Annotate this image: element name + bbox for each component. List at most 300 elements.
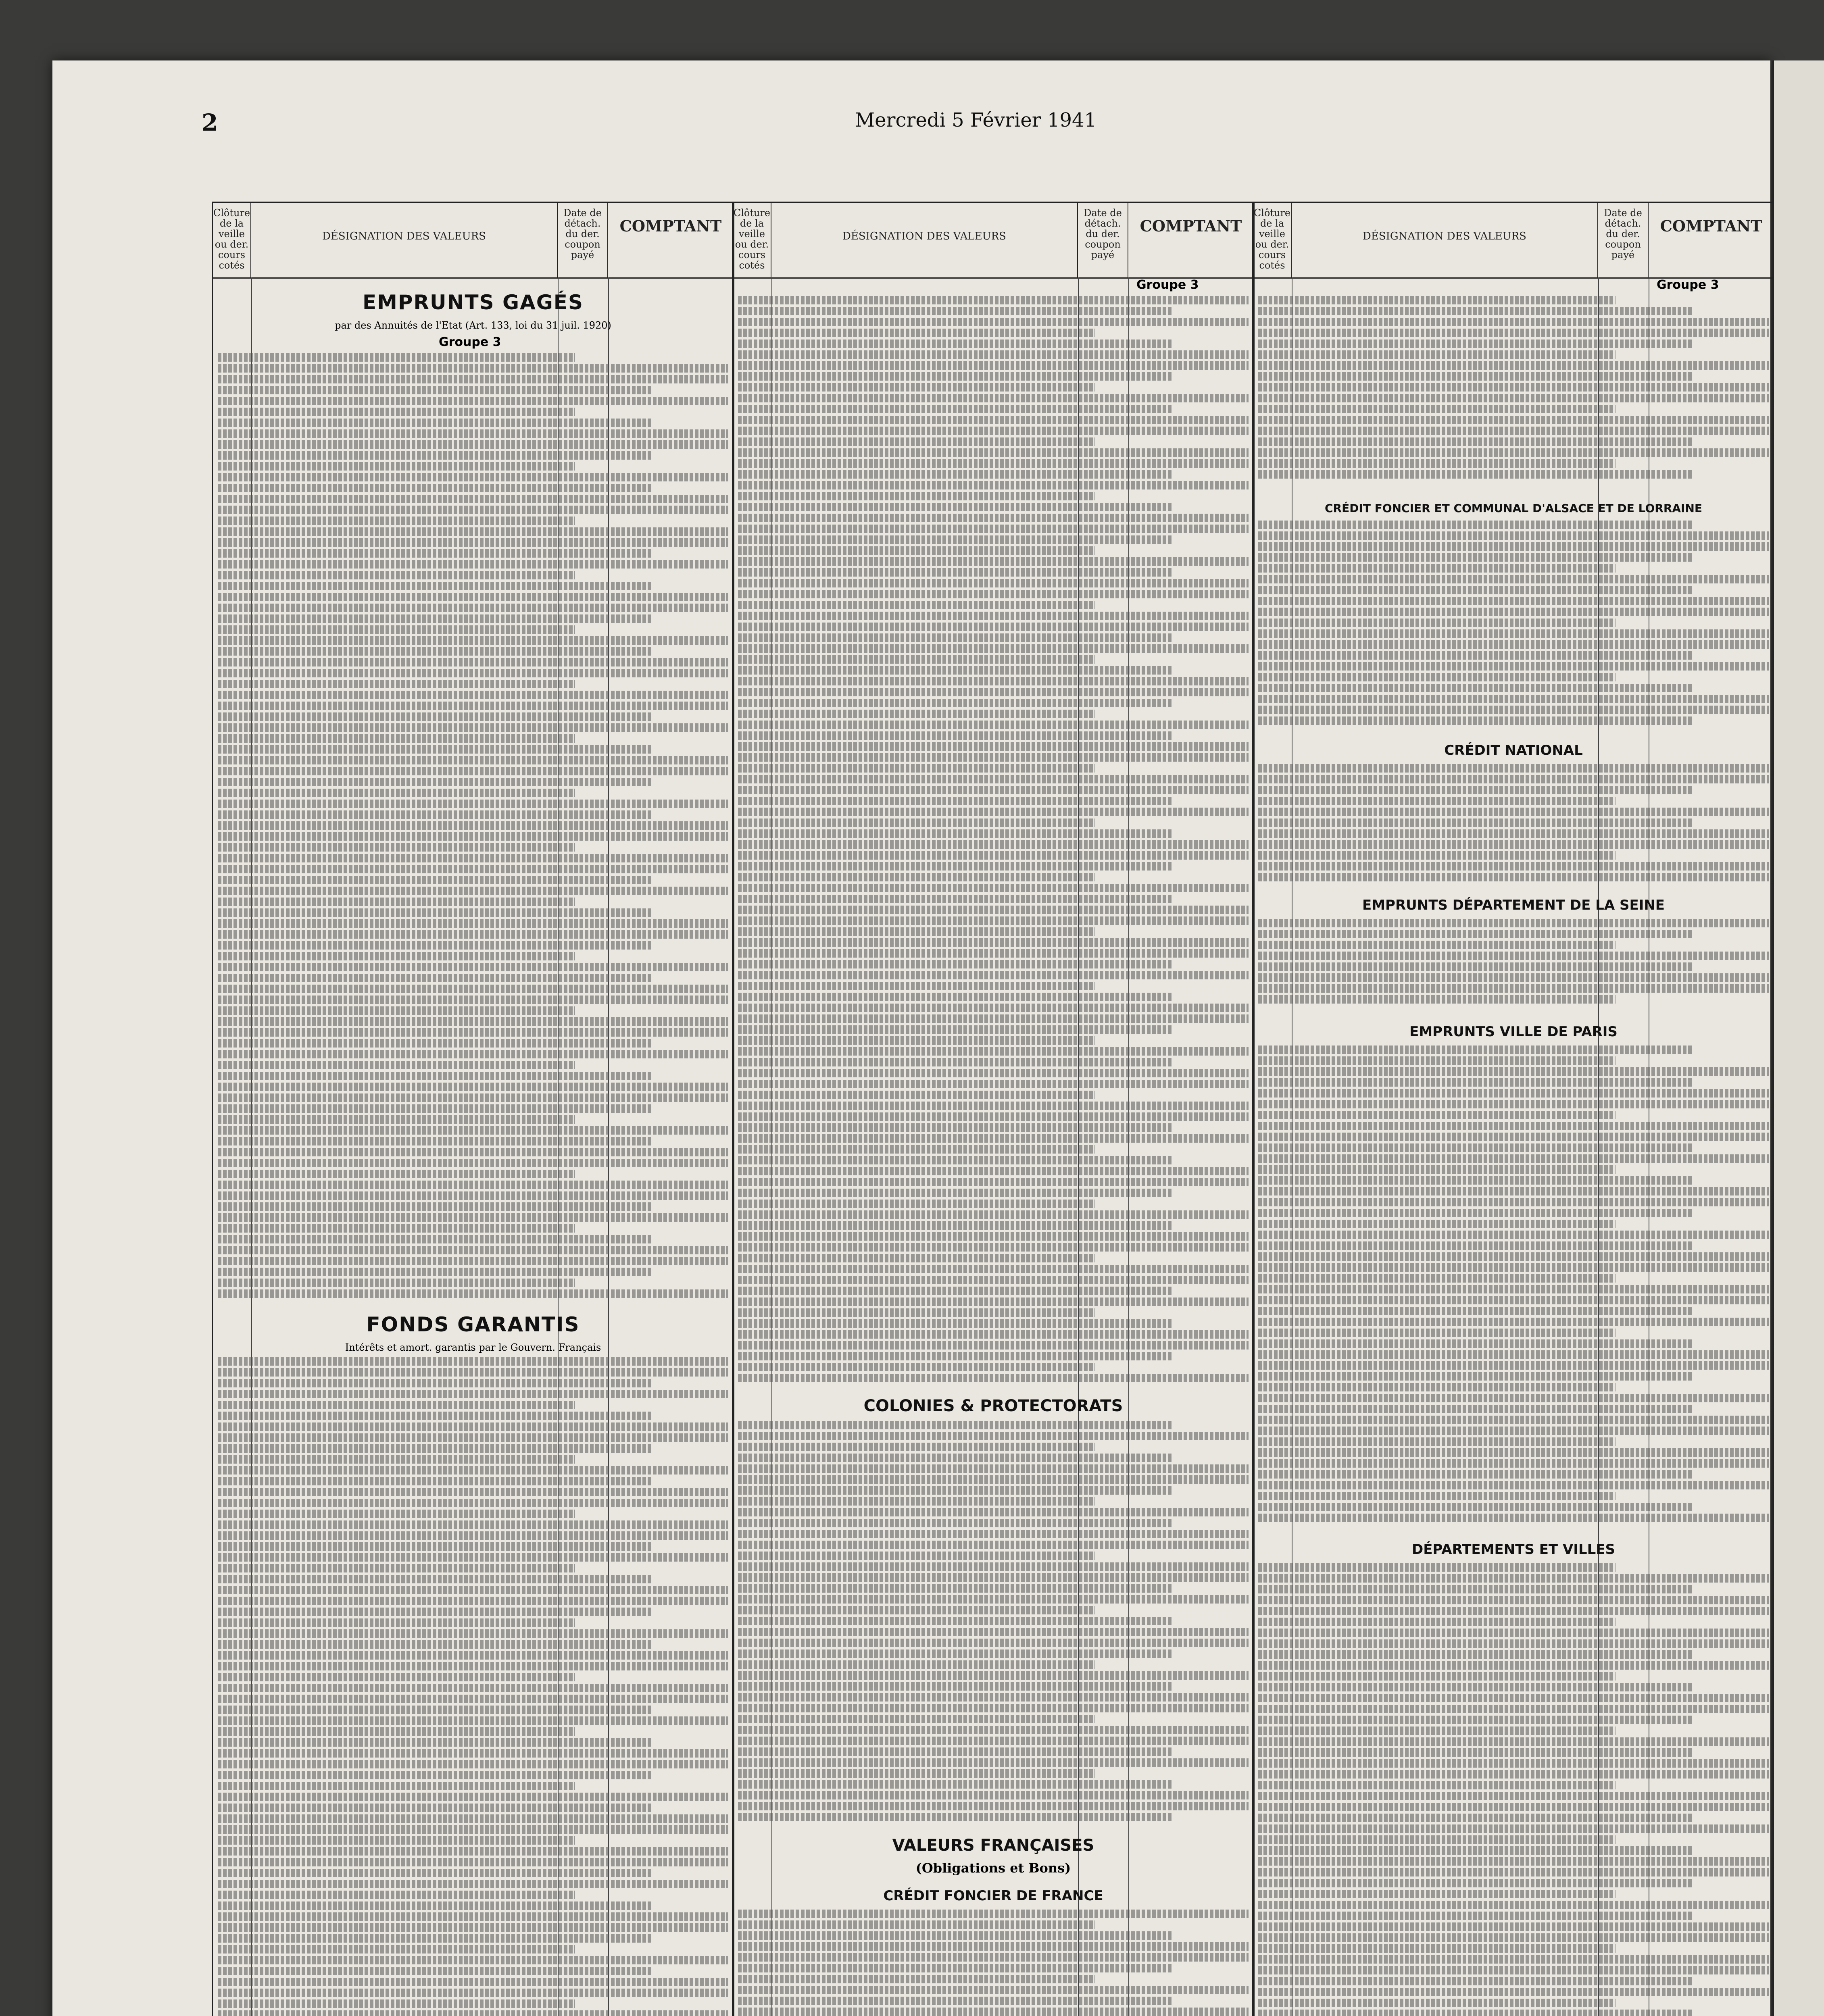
listing-line — [218, 462, 575, 471]
listing-line — [218, 1629, 728, 1638]
listing-line — [218, 1126, 728, 1135]
listing-line — [738, 590, 1249, 598]
listing-line — [1258, 1372, 1692, 1381]
listing-line — [218, 974, 652, 982]
listing-line — [1258, 662, 1769, 671]
listing-line — [218, 1793, 728, 1801]
listing-line — [738, 535, 1172, 544]
listing-line — [738, 1454, 1172, 1462]
listing-line — [218, 1433, 728, 1442]
listing-line — [1258, 1231, 1769, 1239]
listing-line — [738, 1682, 1172, 1691]
listing-line — [738, 1134, 1249, 1143]
listing-line — [218, 1279, 575, 1287]
listing-line — [738, 1541, 1249, 1549]
listing-line — [1258, 1955, 1769, 1964]
listing-line — [738, 884, 1249, 892]
listing-block — [733, 1421, 1253, 1824]
listing-line — [738, 1374, 1249, 1382]
listing-line — [1258, 1585, 1692, 1593]
listing-line — [738, 851, 1249, 860]
header-comptant: COMPTANT — [1140, 217, 1242, 235]
listing-line — [738, 1014, 1249, 1023]
listing-line — [1258, 651, 1692, 660]
listing-line — [218, 1858, 728, 1866]
listing-line — [1258, 1100, 1769, 1108]
listing-line — [1258, 1694, 1769, 1702]
listing-line — [738, 1102, 1249, 1110]
listing-line — [218, 996, 728, 1004]
listing-line — [218, 658, 728, 666]
listing-line — [738, 1584, 1172, 1593]
listing-line — [218, 1520, 728, 1529]
listing-line — [218, 734, 575, 743]
listing-line — [738, 296, 1249, 304]
listing-line — [1258, 973, 1769, 982]
listing-line — [738, 470, 1172, 479]
listing-line — [738, 644, 1249, 653]
header-cloture: Clôture de la veille ou der. cours cotés — [1253, 203, 1292, 277]
listing-line — [738, 405, 1172, 413]
listing-line — [218, 506, 728, 514]
listing-line — [738, 688, 1249, 696]
listing-line — [738, 427, 1249, 435]
listing-line — [218, 1181, 728, 1189]
listing-line — [218, 375, 728, 383]
header-comptant: COMPTANT — [1660, 217, 1762, 235]
listing-line — [738, 568, 1172, 577]
listing-line — [218, 1651, 728, 1660]
listing-line — [738, 1497, 1095, 1506]
listing-line — [1258, 1574, 1769, 1583]
listing-line — [218, 702, 728, 710]
listing-line — [1258, 296, 1616, 304]
listing-line — [218, 930, 728, 939]
listing-line — [1258, 1056, 1616, 1065]
listing-line — [1258, 1727, 1616, 1735]
listing-line — [1258, 437, 1692, 446]
listing-line — [218, 1104, 652, 1113]
listing-line — [218, 712, 652, 721]
listing-line — [738, 1178, 1249, 1186]
listing-line — [738, 329, 1095, 337]
section-title: FONDS GARANTIS — [366, 1313, 580, 1336]
listing-line — [218, 484, 652, 492]
page-number: 2 — [202, 109, 218, 136]
listing-line — [738, 2008, 1249, 2016]
listing-line — [1258, 372, 1692, 381]
listing-line — [218, 1782, 575, 1790]
listing-line — [218, 941, 652, 950]
listing-line — [738, 818, 1095, 827]
listing-line — [1258, 1285, 1769, 1293]
listing-line — [218, 636, 728, 645]
listing-line — [218, 767, 728, 775]
listing-line — [218, 429, 728, 438]
listing-line — [1258, 597, 1769, 605]
listing-line — [218, 1050, 728, 1058]
listing-line — [218, 963, 728, 971]
listing-line — [218, 1967, 652, 1975]
listing-line — [218, 1618, 575, 1627]
listing-line — [738, 1156, 1172, 1164]
column-header — [733, 203, 1253, 279]
listing-line — [1258, 586, 1692, 594]
listing-line — [1258, 1846, 1692, 1855]
listing-line — [218, 1912, 728, 1921]
listing-line — [738, 1210, 1249, 1219]
listing-line — [738, 1475, 1249, 1484]
listing-line — [218, 843, 575, 852]
listing-line — [738, 1167, 1249, 1175]
column-body — [1253, 279, 1774, 2016]
listing-line — [218, 1061, 575, 1069]
listing-line — [1258, 329, 1769, 337]
listing-line — [738, 448, 1249, 457]
listing-line — [738, 666, 1172, 675]
listing-line — [218, 1673, 575, 1681]
listing-line — [738, 1432, 1249, 1440]
listing-line — [1258, 1448, 1769, 1457]
listing-line — [218, 1945, 575, 1954]
listing-line — [1258, 1045, 1692, 1054]
listing-line — [1258, 941, 1616, 949]
listing-line — [1258, 1618, 1616, 1626]
listing-line — [1258, 984, 1769, 993]
listing-line — [1258, 1111, 1616, 1119]
listing-line — [738, 993, 1172, 1001]
section-title: COLONIES & PROTECTORATS — [863, 1397, 1123, 1415]
section-subtitle: par des Annuités de l'Etat (Art. 133, loi du 31 juil. 1920) — [335, 320, 611, 331]
listing-line — [738, 655, 1095, 664]
listing-line — [1258, 1683, 1692, 1691]
listing-line — [218, 800, 728, 808]
listing-line — [1258, 1792, 1769, 1800]
listing-line — [218, 353, 575, 362]
listing-line — [1258, 394, 1769, 402]
listing-line — [218, 1640, 652, 1649]
listing-line — [1258, 1241, 1692, 1250]
listing-line — [1258, 764, 1769, 773]
listing-line — [218, 1760, 728, 1768]
listing-line — [218, 1978, 728, 1986]
listing-line — [1258, 1329, 1616, 1337]
listing-line — [218, 669, 728, 677]
listing-line — [1258, 1383, 1616, 1391]
column-header — [213, 203, 733, 279]
listing-line — [1258, 1187, 1769, 1195]
listing-line — [1258, 1394, 1769, 1402]
listing-line — [738, 1671, 1249, 1680]
listing-line — [218, 1148, 728, 1156]
listing-line — [1258, 695, 1769, 703]
listing-line — [1258, 1922, 1769, 1931]
listing-line — [738, 1486, 1172, 1495]
listing-line — [218, 1390, 728, 1398]
listing-line — [218, 1257, 728, 1265]
listing-line — [1258, 1252, 1769, 1261]
listing-line — [1258, 1596, 1769, 1604]
listing-line — [738, 775, 1249, 783]
listing-line — [218, 1738, 652, 1747]
listing-line — [218, 985, 728, 993]
header-designation: DÉSIGNATION DES VALEURS — [251, 203, 558, 277]
listing-line — [1258, 1198, 1769, 1206]
listing-line — [738, 339, 1172, 348]
listing-line — [1258, 521, 1692, 529]
listing-line — [1258, 564, 1616, 573]
listing-line — [218, 1213, 728, 1222]
listing-block — [1253, 1045, 1774, 1529]
listing-line — [218, 1662, 728, 1670]
listing-line — [218, 1934, 652, 1943]
listing-line — [1258, 1901, 1769, 1909]
listing-line — [738, 372, 1172, 381]
listing-line — [218, 1901, 652, 1910]
listing-line — [1258, 1933, 1769, 1942]
listing-line — [218, 440, 728, 449]
listing-line — [218, 908, 652, 917]
listing-line — [738, 1232, 1249, 1241]
column-2 — [732, 202, 1255, 2016]
listing-line — [1258, 919, 1769, 927]
listing-line — [1258, 318, 1769, 326]
listing-line — [218, 1202, 652, 1211]
listing-line — [738, 1243, 1249, 1252]
listing-line — [738, 1726, 1249, 1734]
listing-line — [1258, 405, 1616, 413]
listing-line — [738, 971, 1249, 979]
listing-line — [738, 786, 1249, 794]
listing-line — [218, 1836, 575, 1845]
listing-line — [738, 1443, 1095, 1451]
listing-line — [738, 1025, 1172, 1034]
listing-line — [1258, 1470, 1692, 1479]
listing-line — [218, 1716, 728, 1725]
listing-line — [738, 1747, 1172, 1756]
header-date-detach: Date de détach. du der. coupon payé — [558, 203, 608, 277]
listing-line — [738, 1769, 1095, 1778]
listing-line — [738, 1975, 1095, 1983]
listing-line — [1258, 1650, 1692, 1659]
listing-line — [738, 797, 1172, 805]
listing-line — [1258, 1999, 1616, 2007]
listing-line — [218, 1923, 728, 1932]
listing-line — [1258, 1427, 1769, 1435]
listing-line — [738, 1319, 1172, 1328]
listing-line — [738, 1791, 1249, 1799]
listing-line — [738, 721, 1249, 729]
listing-line — [738, 612, 1249, 620]
listing-block — [213, 353, 733, 1301]
section-title: EMPRUNTS DÉPARTEMENT DE LA SEINE — [1362, 897, 1665, 913]
listing-line — [218, 1989, 728, 1997]
listing-line — [738, 1964, 1172, 1972]
listing-line — [738, 1330, 1249, 1339]
listing-line — [218, 571, 575, 579]
listing-line — [1258, 818, 1692, 827]
header-date-detach: Date de détach. du der. coupon payé — [1598, 203, 1649, 277]
header-date-detach: Date de détach. du der. coupon payé — [1078, 203, 1128, 277]
listing-line — [1258, 1607, 1769, 1615]
listing-line — [218, 1999, 575, 2008]
listing-line — [218, 865, 728, 873]
listing-line — [1258, 361, 1769, 370]
listing-line — [218, 1727, 575, 1736]
listing-line — [738, 1780, 1172, 1789]
listing-line — [738, 1308, 1095, 1317]
listing-line — [738, 1069, 1249, 1077]
listing-line — [218, 1684, 728, 1692]
listing-line — [738, 840, 1249, 849]
listing-line — [218, 1224, 575, 1233]
listing-line — [738, 579, 1249, 587]
listing-line — [738, 1758, 1249, 1767]
listing-line — [1258, 1154, 1769, 1163]
listing-line — [218, 789, 575, 797]
listing-line — [738, 1287, 1172, 1295]
column-3 — [1252, 202, 1774, 2016]
listing-line — [218, 1379, 652, 1387]
listing-line — [738, 1091, 1095, 1099]
listing-line — [218, 582, 652, 590]
listing-line — [1258, 1661, 1769, 1670]
listing-line — [1258, 1165, 1616, 1174]
listing-line — [218, 1357, 728, 1366]
listing-line — [218, 952, 575, 960]
listing-line — [218, 1368, 728, 1377]
listing-line — [218, 516, 575, 525]
listing-line — [738, 1986, 1249, 1994]
listing-line — [738, 895, 1172, 903]
group-label: Groupe 3 — [1136, 279, 1199, 292]
listing-line — [738, 1715, 1095, 1723]
listing-line — [738, 1802, 1249, 1810]
listing-line — [738, 1606, 1095, 1614]
listing-line — [218, 419, 652, 427]
listing-line — [738, 1997, 1172, 2005]
listing-line — [738, 927, 1095, 936]
listing-line — [1258, 1759, 1769, 1768]
listing-line — [218, 1706, 652, 1714]
listing-line — [1258, 2010, 1692, 2016]
listing-line — [738, 677, 1249, 685]
listing-line — [218, 1017, 728, 1026]
listing-line — [738, 1080, 1249, 1088]
listing-line — [218, 2010, 728, 2016]
listing-line — [1258, 1835, 1616, 1844]
listing-line — [738, 906, 1249, 914]
page-header — [202, 109, 1734, 145]
listing-line — [218, 1412, 652, 1420]
listing-line — [1258, 1705, 1769, 1713]
listing-line — [738, 949, 1249, 958]
listing-line — [1258, 1944, 1616, 1953]
listing-line — [738, 1297, 1249, 1306]
listing-line — [218, 1006, 575, 1015]
section-title: CRÉDIT NATIONAL — [1444, 742, 1583, 758]
listing-line — [738, 1649, 1172, 1658]
section-title: VALEURS FRANÇAISES — [892, 1836, 1094, 1855]
listing-line — [218, 1083, 728, 1091]
listing-line — [218, 1028, 728, 1037]
listing-line — [1258, 1437, 1616, 1446]
listing-line — [738, 1813, 1172, 1821]
listing-line — [738, 1942, 1249, 1951]
listing-line — [1258, 1770, 1769, 1779]
listing-line — [738, 633, 1172, 642]
listing-line — [738, 873, 1095, 881]
listing-line — [738, 394, 1249, 402]
listing-line — [1258, 619, 1616, 627]
listing-line — [738, 1931, 1172, 1940]
listing-line — [738, 1145, 1095, 1154]
listing-line — [218, 1488, 728, 1496]
listing-line — [1258, 829, 1769, 838]
listing-line — [738, 1508, 1249, 1516]
listing-line — [1258, 673, 1616, 681]
listing-line — [1258, 1737, 1769, 1746]
listing-line — [738, 1519, 1172, 1527]
listing-line — [738, 1530, 1249, 1538]
listing-line — [1258, 1824, 1769, 1833]
listing-line — [1258, 383, 1769, 392]
listing-line — [1258, 1296, 1769, 1304]
listing-line — [1258, 1176, 1692, 1185]
listing-block — [1253, 919, 1774, 1012]
listing-line — [218, 1804, 652, 1812]
listing-line — [218, 593, 728, 601]
listing-line — [738, 514, 1249, 522]
listing-line — [738, 829, 1172, 838]
header-designation: DÉSIGNATION DES VALEURS — [1292, 203, 1598, 277]
listing-line — [218, 1268, 652, 1276]
listing-line — [1258, 1339, 1692, 1348]
listing-line — [218, 386, 652, 394]
listing-line — [738, 361, 1249, 370]
header-comptant: COMPTANT — [619, 217, 722, 235]
listing-line — [1258, 1133, 1769, 1141]
listing-line — [1258, 1318, 1769, 1326]
date-line: Mercredi 5 Février 1941 — [855, 109, 1097, 131]
listing-line — [738, 1920, 1095, 1929]
listing-line — [738, 1704, 1249, 1712]
listing-line — [218, 756, 728, 764]
listing-line — [1258, 797, 1616, 805]
listing-line — [218, 1553, 728, 1562]
listing-line — [738, 699, 1172, 707]
listing-line — [218, 364, 728, 373]
listing-block — [1253, 521, 1774, 730]
listing-line — [218, 1814, 728, 1823]
listing-line — [738, 1004, 1249, 1012]
listing-line — [218, 887, 728, 895]
listing-line — [738, 938, 1249, 947]
listing-line — [218, 1170, 575, 1178]
listing-line — [218, 549, 652, 558]
listing-line — [738, 1047, 1249, 1056]
listing-line — [738, 481, 1249, 489]
listing-line — [1258, 1514, 1769, 1522]
listing-line — [1258, 553, 1692, 562]
listing-line — [218, 1597, 728, 1605]
listing-line — [1258, 1089, 1769, 1098]
listing-line — [218, 397, 728, 405]
listing-line — [218, 495, 728, 503]
listing-line — [738, 492, 1095, 500]
group-label: Groupe 3 — [439, 335, 501, 349]
section-subtitle: (Obligations et Bons) — [915, 1860, 1071, 1876]
